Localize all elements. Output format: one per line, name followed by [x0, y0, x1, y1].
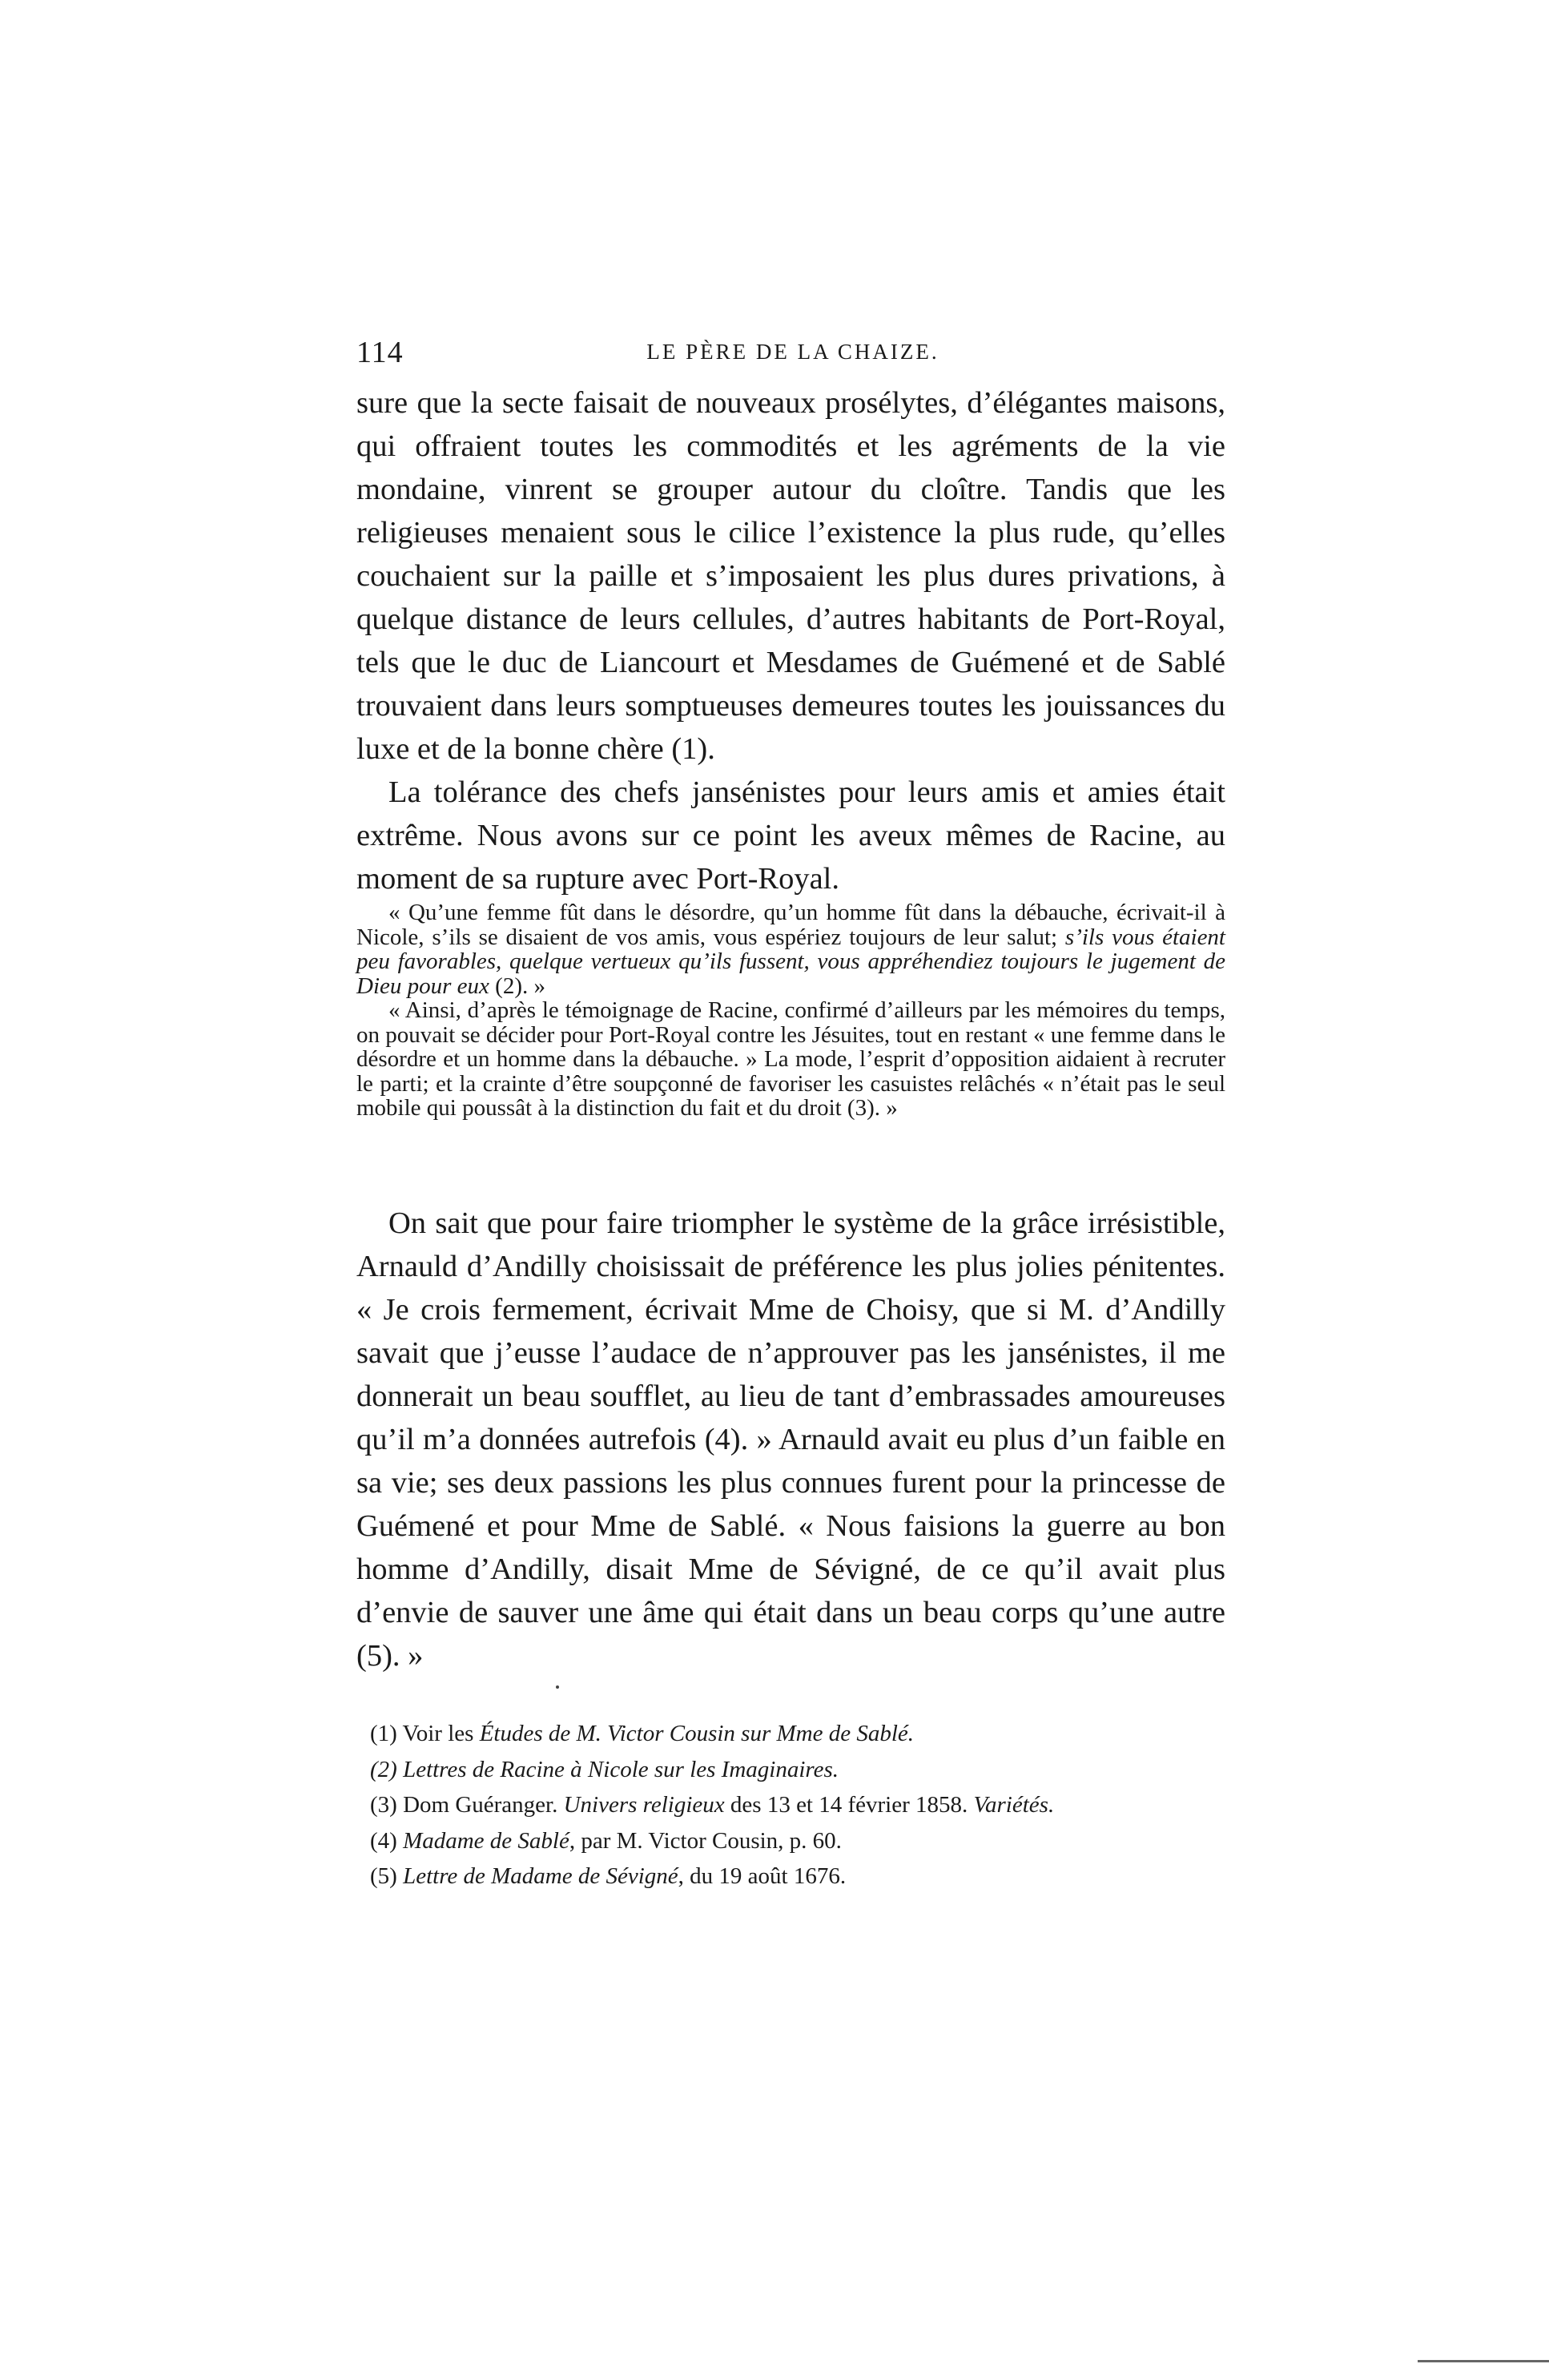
footnote-4-title: Madame de Sablé	[403, 1827, 569, 1854]
footnote-2	[370, 1752, 1225, 1788]
quote-italic-text: s’ils vous étaient peu favorables, quelque vertueux qu’ils fussent, vous appréhendiez toujours le jugement de Dieu pour eux	[356, 924, 1225, 999]
footnote-5-title: Lettre de Madame de Sévigné	[403, 1863, 678, 1889]
quote-text-end: (2). »	[489, 973, 545, 999]
page-number: 114	[356, 336, 404, 369]
footnote-5-text: , du 19 août 1676.	[678, 1863, 847, 1889]
quote-paragraph-1	[356, 900, 1225, 998]
footnote-5	[370, 1858, 1225, 1895]
footnote-1	[370, 1716, 1225, 1752]
paragraph-3: On sait que pour faire triompher le système de la grâce irrésistible, Arnauld d’Andilly choisissait de préférence les plus jolies pénitentes. « Je crois fermement, écrivait Mme de Choisy, que si M. d’Andilly savait que j’eusse l’audace de n’approuver pas les jansénistes, il me donnerait un beau soufflet, au lieu de tant d’embrassades amoureuses qu’il m’a données autrefois (4). » Arnauld avait eu plus d’un faible en sa vie; ses deux passions les plus connues furent pour la princesse de Guémené et pour Mme de Sablé. « Nous faisions la guerre au bon homme d’Andilly, disait Mme de Sévigné, de ce qu’il avait plus d’envie de sauver une âme qui était dans un beau corps qu’une autre (5). »	[356, 1206, 1225, 1673]
paragraph-2: La tolérance des chefs jansénistes pour leurs amis et amies était extrême. Nous avons sur ce point les aveux mêmes de Racine, au moment de sa rupture avec Port-Royal.	[356, 775, 1225, 896]
main-text-upper	[356, 381, 1225, 900]
footnote-3-date: des 13 et 14 février 1858.	[724, 1792, 974, 1818]
footnote-2-title: (2) Lettres de Racine à Nicole sur les Imaginaires.	[370, 1756, 839, 1782]
footnote-3-section: Variétés.	[973, 1792, 1055, 1818]
footnotes	[370, 1716, 1225, 1895]
quote-text: « Qu’une femme fût dans le désordre, qu’un homme fût dans la débauche, écrivait-il à Nicole, s’ils se disaient de vos amis, vous espériez toujours de leur salut;	[356, 900, 1225, 950]
quote-paragraph-2: « Ainsi, d’après le témoignage de Racine, confirmé d’ailleurs par les mémoires du temps, on pouvait se décider pour Port-Royal contre les Jésuites, tout en restant « une femme dans le désordre et un homme dans la débauche. » La mode, l’esprit d’opposition aidaient à recruter le parti; et la crainte d’être soupçonné de favoriser les casuistes relâchés « n’était pas le seul mobile qui poussât à la distinction du fait et du droit (3). »	[356, 997, 1225, 1121]
footnote-1-text: (1) Voir les	[370, 1721, 480, 1746]
footnote-3-title: Univers religieux	[563, 1792, 725, 1818]
footnote-5-number: (5)	[370, 1863, 404, 1889]
block-quote	[356, 900, 1225, 1121]
main-text-lower	[356, 1202, 1225, 1677]
footnote-3-text: (3) Dom Guéranger.	[370, 1792, 564, 1818]
scan-edge-mark	[1418, 2360, 1549, 2362]
running-title: LE PÈRE DE LA CHAIZE.	[646, 340, 939, 364]
paragraph-1: sure que la secte faisait de nouveaux prosélytes, d’élégantes maisons, qui offraient toutes les commodités et les agréments de la vie mondaine, vinrent se grouper autour du cloître. Tandis que les religieuses menaient sous le cilice l’existence la plus rude, qu’elles couchaient sur la paille et s’imposaient les plus dures privations, à quelque distance de leurs cellules, d’autres habitants de Port-Royal, tels que le duc de Liancourt et Mesdames de Guémené et de Sablé trouvaient dans leurs somptueuses demeures toutes les jouissances du luxe et de la bonne chère (1).	[356, 386, 1225, 766]
separator-dot	[556, 1685, 559, 1689]
page-header	[356, 335, 1225, 375]
footnote-4-text: , par M. Victor Cousin, p. 60.	[569, 1827, 842, 1854]
footnote-1-title: Études de M. Victor Cousin sur Mme de Sablé.	[479, 1721, 915, 1746]
footnote-4	[370, 1823, 1225, 1859]
footnote-4-number: (4)	[370, 1827, 404, 1854]
footnote-3	[370, 1787, 1225, 1823]
